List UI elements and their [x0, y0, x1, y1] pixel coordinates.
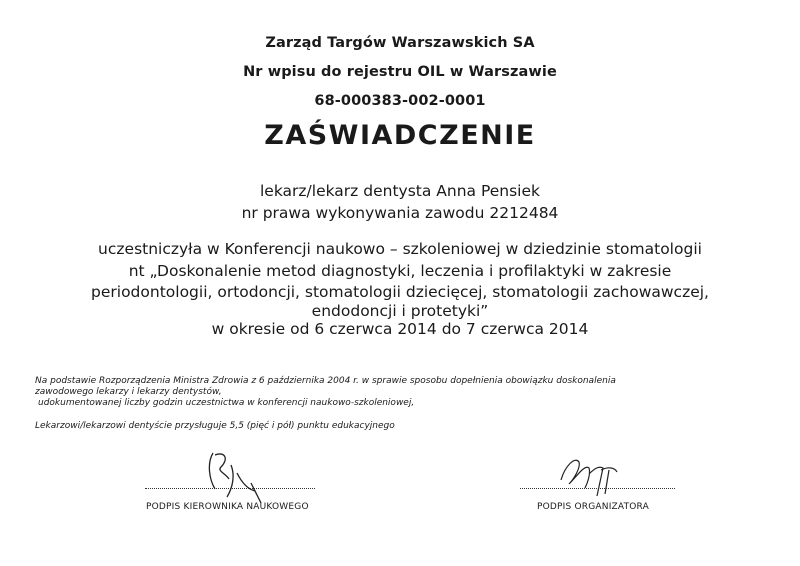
signature-scientific-director: [195, 445, 275, 510]
signature-label-organizer: PODPIS ORGANIZATORA: [537, 502, 650, 512]
registry-number: 68-000383-002-0001: [314, 93, 486, 109]
footnote-line-2: zawodowego lekarzy i lekarzy dentystów,: [35, 387, 222, 397]
footnote-line-1: Na podstawie Rozporządzenia Ministra Zdrowia z 6 października 2004 r. w sprawie sposobu dopełnienia obowiązku doskonalenia: [35, 376, 616, 386]
signature-organizer: [555, 450, 625, 505]
body-line-4: endodoncji i protetyki”: [311, 302, 489, 320]
body-line-2: nt „Doskonalenie metod diagnostyki, leczenia i profilaktyki w zakresie: [128, 262, 672, 280]
footnote-points: Lekarzowi/lekarzowi dentyście przysługuje 5,5 (pięć i pół) punktu edukacyjnego: [35, 421, 395, 431]
signature-line-right: [520, 488, 675, 489]
organization-name: Zarząd Targów Warszawskich SA: [265, 35, 535, 51]
body-line-3: periodontologii, ortodoncji, stomatologii dziecięcej, stomatologii zachowawczej,: [91, 283, 709, 301]
document-title: ZAŚWIADCZENIE: [264, 120, 536, 151]
registry-entry: Nr wpisu do rejestru OIL w Warszawie: [243, 64, 557, 80]
signature-label-scientific-director: PODPIS KIEROWNIKA NAUKOWEGO: [146, 502, 309, 512]
body-line-1: uczestniczyła w Konferencji naukowo – szkoleniowej w dziedzinie stomatologii: [98, 240, 702, 258]
signature-line-left: [145, 488, 315, 489]
footnote-line-3: udokumentowanej liczby godzin uczestnictwa w konferencji naukowo-szkoleniowej,: [38, 398, 415, 408]
license-number: nr prawa wykonywania zawodu 2212484: [241, 204, 559, 222]
body-line-5: w okresie od 6 czerwca 2014 do 7 czerwca 2014: [211, 320, 589, 338]
recipient-name: lekarz/lekarz dentysta Anna Pensiek: [259, 182, 540, 200]
